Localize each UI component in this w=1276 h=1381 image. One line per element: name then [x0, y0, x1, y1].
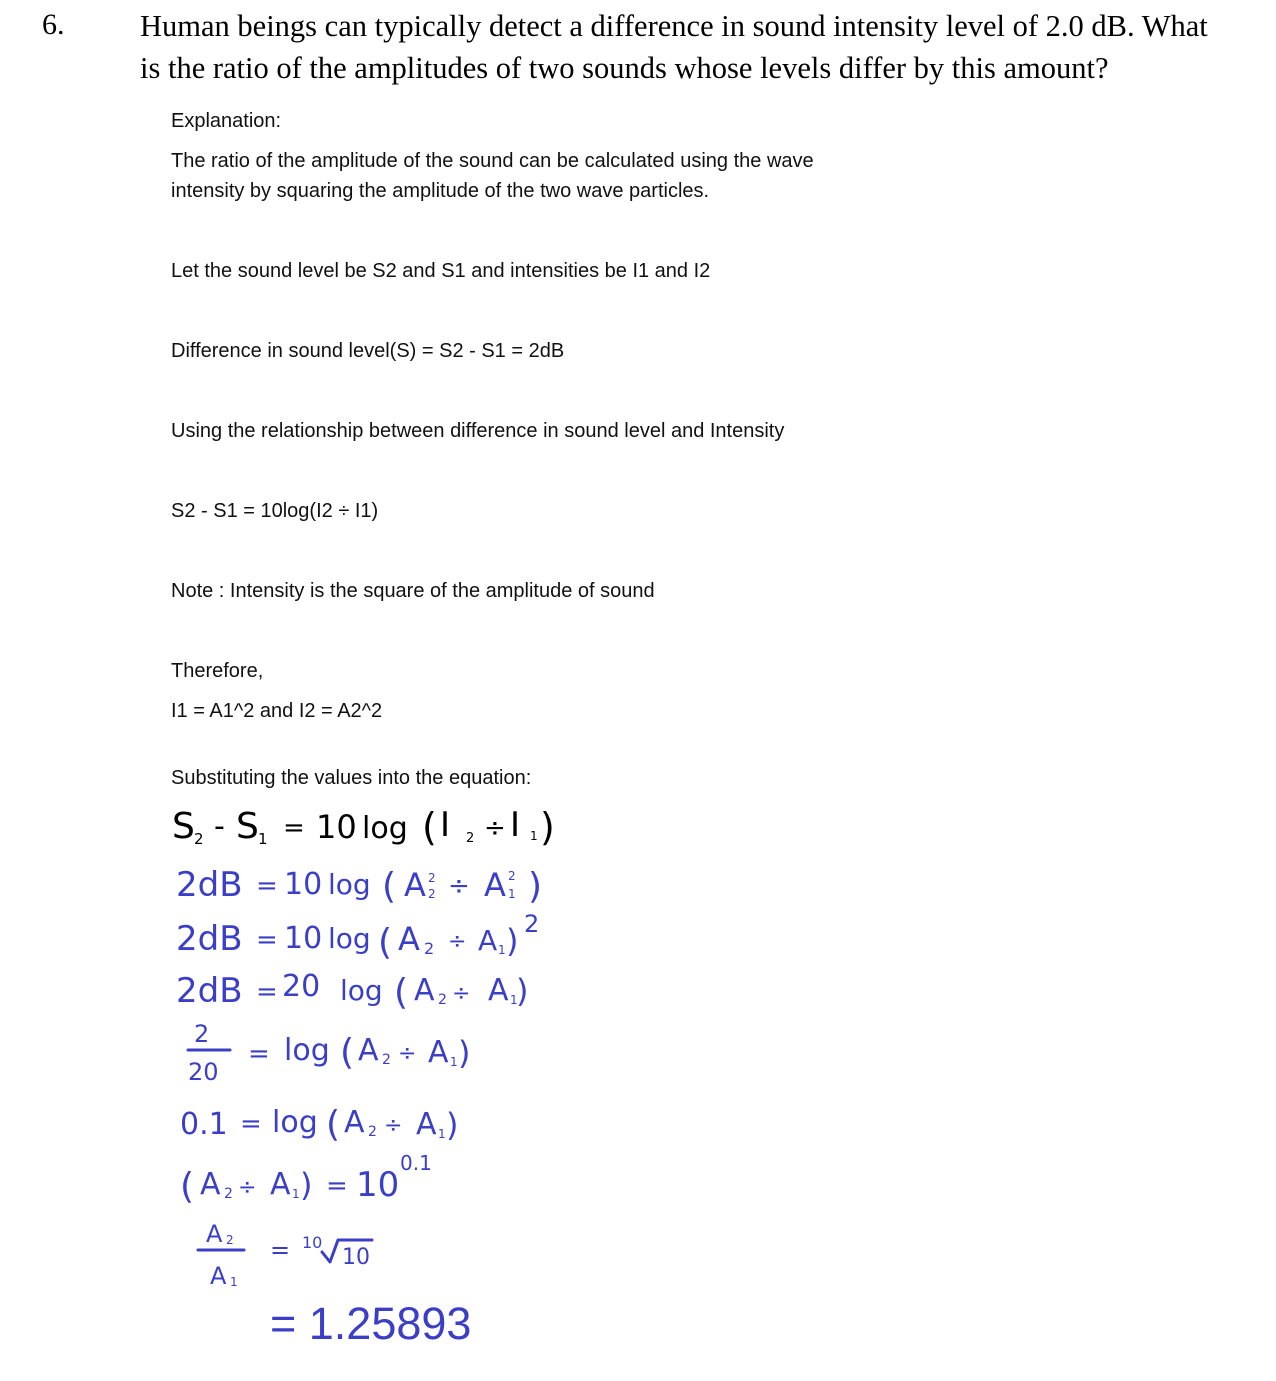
- therefore-label: Therefore,: [171, 660, 264, 682]
- svg-text:2: 2: [428, 887, 436, 901]
- svg-text:÷: ÷: [484, 813, 506, 843]
- svg-text:): ): [446, 1106, 459, 1144]
- svg-text:÷: ÷: [238, 1175, 257, 1200]
- svg-text:(: (: [378, 922, 393, 963]
- svg-text:10: 10: [284, 867, 323, 902]
- question-number: 6.: [42, 8, 65, 41]
- svg-text:10: 10: [316, 808, 357, 846]
- svg-text:2dB: 2dB: [176, 865, 243, 905]
- svg-text:A: A: [200, 1167, 221, 1202]
- svg-text:=: =: [256, 925, 278, 955]
- final-result: = 1.25893: [270, 1298, 472, 1349]
- svg-text:): ): [300, 1166, 313, 1204]
- svg-text:10: 10: [342, 1245, 370, 1270]
- svg-text:=: =: [283, 813, 305, 843]
- svg-text:2: 2: [508, 869, 516, 883]
- svg-text:2dB: 2dB: [176, 919, 243, 959]
- svg-text:2: 2: [524, 910, 540, 938]
- svg-text:A: A: [398, 920, 420, 958]
- svg-text:10: 10: [356, 1165, 400, 1205]
- svg-text:S: S: [236, 806, 259, 847]
- svg-text:log: log: [284, 1033, 330, 1068]
- svg-text:(: (: [382, 866, 397, 907]
- svg-text:1: 1: [530, 829, 538, 843]
- svg-text:A: A: [488, 973, 509, 1008]
- svg-text:(: (: [340, 1032, 355, 1073]
- svg-text:1: 1: [508, 887, 516, 901]
- relationship-statement: Using the relationship between difference in sound level and Intensity: [171, 420, 785, 442]
- svg-text:2: 2: [194, 1020, 210, 1048]
- svg-text:÷: ÷: [398, 1041, 417, 1066]
- explanation-intro-line-2: intensity by squaring the amplitude of the two wave particles.: [171, 180, 710, 202]
- svg-text:10: 10: [302, 1233, 323, 1252]
- handwritten-line-8: [198, 1220, 372, 1290]
- svg-text:1: 1: [450, 1055, 458, 1069]
- svg-text:I: I: [440, 805, 451, 845]
- svg-text:÷: ÷: [448, 871, 470, 901]
- svg-text:2: 2: [424, 939, 435, 958]
- squares-statement: I1 = A1^2 and I2 = A2^2: [171, 700, 383, 722]
- formula-statement: S2 - S1 = 10log(I2 ÷ I1): [171, 500, 379, 522]
- svg-text:A: A: [270, 1167, 291, 1202]
- svg-text:2: 2: [428, 871, 436, 885]
- svg-text:A: A: [210, 1262, 227, 1290]
- svg-text:=: =: [256, 977, 278, 1007]
- svg-text:÷: ÷: [448, 929, 467, 954]
- svg-text:=: =: [270, 1236, 291, 1264]
- svg-text:S: S: [172, 806, 195, 847]
- svg-text:A: A: [428, 1035, 449, 1070]
- handwritten-line-6: [180, 1104, 458, 1145]
- svg-text:1: 1: [258, 830, 268, 848]
- svg-text:÷: ÷: [452, 981, 471, 1006]
- svg-text:2: 2: [368, 1124, 377, 1140]
- svg-text:=: =: [326, 1171, 348, 1201]
- handwritten-line-2: [176, 865, 542, 907]
- handwritten-line-1: [172, 805, 555, 849]
- explanation-heading: Explanation:: [171, 110, 282, 132]
- svg-text:): ): [458, 1034, 471, 1072]
- svg-text:log: log: [340, 974, 383, 1007]
- svg-text:=: =: [240, 1109, 262, 1139]
- svg-text:1: 1: [510, 993, 518, 1007]
- svg-text:log: log: [362, 811, 408, 846]
- svg-text:1: 1: [292, 1187, 300, 1201]
- svg-text:1: 1: [438, 1127, 446, 1141]
- note-statement: Note : Intensity is the square of the amplitude of sound: [171, 580, 655, 602]
- svg-text:-: -: [214, 809, 225, 844]
- svg-text:A: A: [478, 924, 498, 957]
- handwritten-line-4: [176, 969, 528, 1013]
- svg-text:): ): [528, 866, 543, 907]
- svg-text:=: =: [248, 1039, 270, 1069]
- svg-text:2: 2: [466, 831, 475, 846]
- svg-text:A: A: [416, 1107, 437, 1142]
- svg-text:10: 10: [284, 921, 323, 956]
- svg-text:): ): [540, 805, 555, 849]
- svg-text:2: 2: [438, 992, 447, 1008]
- svg-text:A: A: [404, 866, 426, 904]
- svg-text:(: (: [326, 1104, 341, 1145]
- svg-text:2: 2: [382, 1052, 391, 1068]
- handwritten-line-5: [188, 1020, 470, 1086]
- svg-text:2: 2: [226, 1233, 234, 1247]
- svg-text:A: A: [358, 1033, 379, 1068]
- explanation-intro-line-1: The ratio of the amplitude of the sound can be calculated using the wave: [171, 150, 814, 172]
- question-line-1: Human beings can typically detect a difference in sound intensity level of 2.0 dB. What: [140, 9, 1208, 43]
- handwritten-line-7: [180, 1151, 432, 1207]
- question-line-2: is the ratio of the amplitudes of two sounds whose levels differ by this amount?: [140, 51, 1109, 85]
- svg-text:1: 1: [230, 1275, 238, 1289]
- svg-text:(: (: [180, 1166, 195, 1207]
- svg-text:A: A: [344, 1105, 365, 1140]
- svg-text:): ): [516, 972, 529, 1010]
- svg-text:A: A: [206, 1220, 223, 1248]
- svg-text:0.1: 0.1: [180, 1107, 228, 1142]
- let-statement: Let the sound level be S2 and S1 and intensities be I1 and I2: [171, 260, 711, 282]
- svg-text:log: log: [272, 1105, 318, 1140]
- handwritten-line-3: [176, 910, 539, 963]
- svg-text:A: A: [484, 866, 506, 904]
- difference-statement: Difference in sound level(S) = S2 - S1 = 2dB: [171, 340, 565, 362]
- svg-text:A: A: [414, 973, 435, 1008]
- svg-text:0.1: 0.1: [400, 1151, 432, 1175]
- svg-text:(: (: [422, 805, 437, 849]
- svg-text:2: 2: [194, 830, 204, 848]
- svg-text:(: (: [394, 972, 409, 1013]
- svg-text:÷: ÷: [384, 1113, 403, 1138]
- svg-text:log: log: [328, 922, 371, 955]
- substituting-statement: Substituting the values into the equation:: [171, 767, 532, 789]
- svg-text:I: I: [510, 805, 521, 845]
- svg-text:20: 20: [282, 969, 321, 1004]
- svg-text:log: log: [328, 868, 371, 901]
- svg-text:2dB: 2dB: [176, 971, 243, 1011]
- svg-text:20: 20: [188, 1058, 219, 1086]
- svg-text:2: 2: [224, 1186, 233, 1202]
- svg-text:=: =: [256, 871, 278, 901]
- svg-text:): ): [506, 922, 519, 960]
- svg-text:1: 1: [498, 943, 506, 957]
